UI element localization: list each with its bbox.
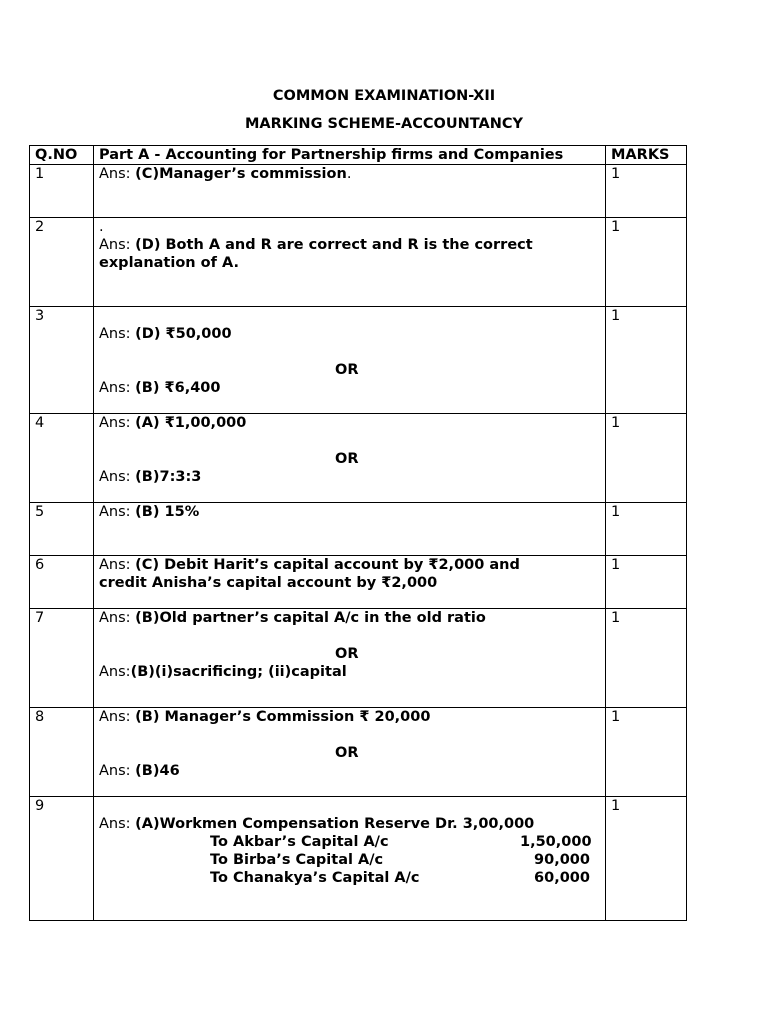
answer-text: (D) ₹50,000 [135, 326, 232, 342]
alt-answer-text: (B)7:3:3 [135, 469, 202, 485]
answer-cell [94, 708, 606, 797]
marks-cell: 1 [606, 797, 687, 921]
answer-cell [94, 503, 606, 556]
question-dot: . [99, 219, 104, 235]
table-row [30, 797, 687, 921]
ans-prefix: Ans: [99, 816, 136, 832]
answer-text-line2: credit Anisha’s capital account by ₹2,000 [99, 575, 438, 591]
alt-answer-text: (B)46 [135, 763, 180, 779]
marks-cell: 1 [606, 556, 687, 609]
answer-cell [94, 556, 606, 609]
answer-cell [94, 307, 606, 414]
answer-cell [94, 609, 606, 708]
journal-entry-row [99, 869, 600, 887]
ans-prefix: Ans: [99, 709, 136, 725]
marks-cell: 1 [606, 708, 687, 797]
qno-cell: 1 [30, 165, 94, 218]
ans-prefix: Ans: [99, 237, 136, 253]
marks-cell: 1 [606, 503, 687, 556]
answer-text: (D) Both A and R are correct and R is the correct [135, 237, 533, 253]
answer-cell [94, 218, 606, 307]
marks-cell: 1 [606, 165, 687, 218]
table-row [30, 165, 687, 218]
marks-cell: 1 [606, 609, 687, 708]
qno-cell: 2 [30, 218, 94, 307]
answer-text: (B)Old partner’s capital A/c in the old ratio [135, 610, 486, 626]
journal-entry-row [99, 851, 600, 869]
answer-cell [94, 797, 606, 921]
ans-prefix: Ans: [99, 763, 136, 779]
ans-prefix: Ans: [99, 380, 136, 396]
journal-amount: 1,50,000 [520, 834, 592, 850]
table-row [30, 307, 687, 414]
qno-cell: 8 [30, 708, 94, 797]
journal-account: To Chanakya’s Capital A/c [210, 870, 420, 886]
document-title: COMMON EXAMINATION-XII [272, 88, 496, 104]
answer-text: (A) ₹1,00,000 [135, 415, 247, 431]
table-row [30, 609, 687, 708]
alt-answer-text: (B)(i)sacrificing; (ii)capital [130, 664, 347, 680]
header-part-a: Part A - Accounting for Partnership firms and Companies [94, 146, 606, 165]
ans-prefix: Ans: [99, 610, 136, 626]
journal-amount: 90,000 [534, 852, 590, 868]
answer-text-line2: explanation of A. [99, 255, 239, 271]
marks-cell: 1 [606, 307, 687, 414]
marks-cell: 1 [606, 218, 687, 307]
or-label: OR [335, 451, 359, 467]
header-qno: Q.NO [30, 146, 94, 165]
journal-account: To Akbar’s Capital A/c [210, 834, 389, 850]
answer-tail: . [346, 166, 352, 182]
qno-cell: 3 [30, 307, 94, 414]
answer-text: (A)Workmen Compensation Reserve Dr. 3,00,000 [135, 816, 535, 832]
table-row [30, 556, 687, 609]
ans-prefix: Ans: [99, 557, 136, 573]
ans-prefix: Ans: [99, 504, 136, 520]
qno-cell: 4 [30, 414, 94, 503]
alt-answer-text: (B) ₹6,400 [135, 380, 221, 396]
answer-text: (B) Manager’s Commission ₹ 20,000 [135, 709, 431, 725]
ans-prefix: Ans: [99, 326, 136, 342]
qno-cell: 6 [30, 556, 94, 609]
ans-prefix: Ans: [99, 415, 136, 431]
qno-cell: 7 [30, 609, 94, 708]
or-label: OR [335, 646, 359, 662]
answer-text: (C) Debit Harit’s capital account by ₹2,000 and [135, 557, 520, 573]
marking-scheme-table [29, 145, 687, 921]
journal-account: To Birba’s Capital A/c [210, 852, 384, 868]
qno-cell: 9 [30, 797, 94, 921]
answer-cell [94, 165, 606, 218]
ans-prefix: Ans: [99, 469, 136, 485]
table-row [30, 708, 687, 797]
table-row [30, 503, 687, 556]
answer-text: (B) 15% [135, 504, 200, 520]
answer-cell [94, 414, 606, 503]
answer-text: (C)Manager’s commission [135, 166, 347, 182]
or-label: OR [335, 362, 359, 378]
table-row [30, 414, 687, 503]
qno-cell: 5 [30, 503, 94, 556]
marks-cell: 1 [606, 414, 687, 503]
header-marks: MARKS [606, 146, 687, 165]
table-row [30, 218, 687, 307]
journal-amount: 60,000 [534, 870, 590, 886]
ans-prefix: Ans: [99, 166, 136, 182]
journal-entry-row [99, 833, 600, 851]
document-subtitle: MARKING SCHEME-ACCOUNTANCY [244, 116, 523, 132]
or-label: OR [335, 745, 359, 761]
table-header-row [30, 146, 687, 165]
ans-prefix: Ans: [99, 664, 131, 680]
